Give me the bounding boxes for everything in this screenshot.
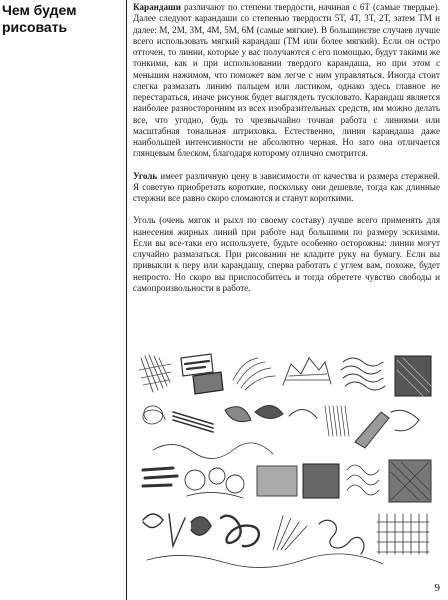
dense-crosshatch-swatch bbox=[389, 460, 431, 502]
dark-hatch-block-swatch bbox=[395, 356, 431, 396]
circle-scribbles-swatch bbox=[185, 468, 244, 498]
term-pencils: Карандаши bbox=[133, 2, 181, 12]
sketch-samples-illustration bbox=[133, 350, 440, 572]
page-number: 9 bbox=[434, 582, 440, 594]
feather-strokes-swatch bbox=[233, 358, 275, 390]
paragraph-charcoal bbox=[133, 171, 440, 205]
dense-lines-swatch bbox=[325, 406, 349, 436]
wave-lines-swatch bbox=[341, 358, 385, 390]
paragraph-pencils bbox=[133, 2, 440, 160]
leaf-strokes-swatch bbox=[225, 405, 317, 421]
section-title: Чем будем рисовать bbox=[2, 2, 77, 35]
paragraph-charcoal-usage bbox=[133, 215, 440, 294]
term-charcoal: Уголь bbox=[133, 170, 158, 181]
dark-tangle-swatch bbox=[221, 516, 259, 546]
tonal-block-swatch bbox=[257, 464, 339, 498]
rock-texture-swatch bbox=[283, 358, 331, 385]
bottom-scribble-swatch bbox=[147, 554, 383, 568]
spiral-scribble-swatch bbox=[143, 406, 213, 432]
scribble-line-swatch bbox=[153, 443, 273, 459]
vertical-rule bbox=[126, 0, 127, 600]
grid-hatch-swatch bbox=[377, 514, 429, 554]
pen-nib-swatch bbox=[355, 410, 419, 448]
fan-strokes-swatch bbox=[273, 516, 307, 550]
paragraph-charcoal-text: имеет различную цену в зависимости от качества и размера стержней. Я советую приобретать короткие, поскольку они дешевле, тогда как длинные стержни все равно скоро сломаются и станут короткими. bbox=[133, 170, 440, 203]
bold-strokes-swatch bbox=[143, 468, 177, 486]
letter-doodles-swatch bbox=[143, 514, 211, 546]
body-text bbox=[133, 2, 440, 305]
paragraph-pencils-text: различают по степени твердости, начиная с 6Т (самые твердые). Далее следуют карандаши со степенью твердости 5Т, 4Т, 3Т, 2Т, затем ТМ и далее: М, 2М, 3М, 4М, 5М, 6М (самые мягкие). В большинстве случаев лучше всего использовать мягкий карандаш (ТМ или более мягкий). Если он остро отточен, то линии, которые у вас получаются с его помощью, будут такими же тонкими, как и при использовании твердого карандаша, но при этом с меньшим нажимом, что поможет вам легче с ним управляться. Иногда стоит слегка размазать линию пальцем или ластиком, однако здесь главное не перестараться, иначе рисунок будет выглядеть тускловато. Карандаш является наиболее разносторонним из всех изобразительных средств, им можно делать все, что угодно, будь то чрезвычайно точная работа с линиями или масштабная тональная штриховка. Естественно, линия карандаша даже наибольшей интенсивности не абсолютно черная. Но зато она отличается глянцевым блеском, благодаря которому отлично смотрится. bbox=[133, 2, 440, 159]
wavy-lines-swatch bbox=[347, 465, 379, 495]
brick-pattern-swatch bbox=[181, 354, 223, 394]
paragraph-charcoal-usage-text: Уголь (очень мягок и рыхл по своему составу) лучше всего применять для нанесения жирных линий при работе над большими по размеру эскизами. Если вы все-таки его используете, будьте особенно осторожны: линии могут случайно размазаться. При рисовании не кладите руку на бумагу. Если вы привыкли к перу или карандашу, сперва работать с углем вам, похоже, будет непросто. Но скоро вы приспособитесь и тогда обретете чувство свободы и самопроизвольности в работе. bbox=[133, 215, 440, 293]
loop-strokes-swatch bbox=[319, 520, 364, 554]
crosshatch-swatch bbox=[139, 355, 171, 392]
